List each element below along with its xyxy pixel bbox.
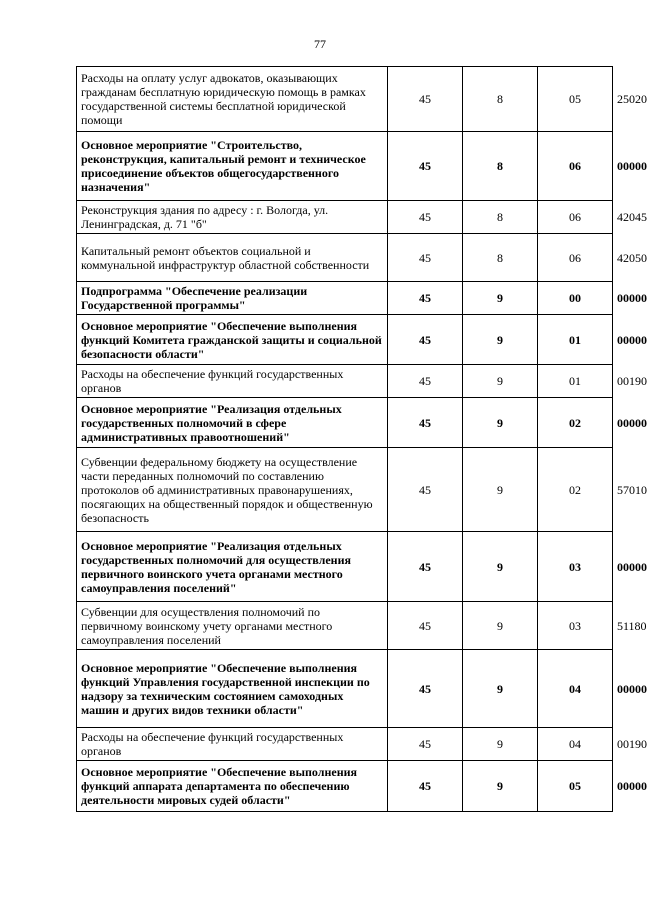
row-code-3: 01 [538, 365, 613, 398]
row-code-2: 9 [463, 728, 538, 761]
row-code-1: 45 [388, 532, 463, 602]
row-name: Субвенции для осуществления полномочий по первичному воинскому учету органами местного самоуправления поселений [77, 602, 388, 650]
table-row: Основное мероприятие "Строительство, реконструкция, капитальный ремонт и техническое присоединение объектов общегосударственного назначения" 45 8 06 00000 [77, 132, 613, 201]
row-code-2: 9 [463, 315, 538, 365]
table-row: Подпрограмма "Обеспечение реализации Государственной программы" 45 9 00 00000 [77, 282, 613, 315]
row-name: Расходы на оплату услуг адвокатов, оказывающих гражданам бесплатную юридическую помощь в рамках государственной системы бесплатной юридической помощи [77, 67, 388, 132]
row-name: Субвенции федеральному бюджету на осуществление части переданных полномочий по составлению протоколов об административных правонарушениях, посягающих на общественный порядок и общественную безопасность [77, 448, 388, 532]
table-row: Субвенции для осуществления полномочий по первичному воинскому учету органами местного самоуправления поселений 45 9 03 51180 [77, 602, 613, 650]
row-code-2: 8 [463, 132, 538, 201]
row-code-3: 03 [538, 532, 613, 602]
table-row: Основное мероприятие "Обеспечение выполнения функций Управления государственной инспекции по надзору за техническим состоянием самоходных машин и других видов техники области" 45 9 04 00000 [77, 650, 613, 728]
table-row: Реконструкция здания по адресу : г. Вологда, ул. Ленинградская, д. 71 "б" 45 8 06 42045 [77, 201, 613, 234]
row-code-2: 9 [463, 365, 538, 398]
row-code-1: 45 [388, 761, 463, 812]
table-row: Расходы на оплату услуг адвокатов, оказывающих гражданам бесплатную юридическую помощь в рамках государственной системы бесплатной юридической помощи 45 8 05 25020 [77, 67, 613, 132]
row-code-1: 45 [388, 315, 463, 365]
row-code-1: 45 [388, 728, 463, 761]
row-code-1: 45 [388, 201, 463, 234]
row-code-2: 8 [463, 201, 538, 234]
row-code-3: 01 [538, 315, 613, 365]
row-code-3: 03 [538, 602, 613, 650]
row-code-3: 00 [538, 282, 613, 315]
table-row: Основное мероприятие "Обеспечение выполнения функций аппарата департамента по обеспечению деятельности мировых судей области" 45 9 05 00000 [77, 761, 613, 812]
row-code-3: 06 [538, 132, 613, 201]
row-code-3: 02 [538, 448, 613, 532]
row-code-1: 45 [388, 365, 463, 398]
row-code-1: 45 [388, 132, 463, 201]
row-code-1: 45 [388, 602, 463, 650]
row-name: Основное мероприятие "Реализация отдельных государственных полномочий в сфере административных правоотношений" [77, 398, 388, 448]
row-code-2: 9 [463, 761, 538, 812]
row-name: Подпрограмма "Обеспечение реализации Государственной программы" [77, 282, 388, 315]
row-code-3: 06 [538, 234, 613, 282]
row-name: Основное мероприятие "Реализация отдельных государственных полномочий для осуществления первичного воинского учета органами местного самоуправления поселений" [77, 532, 388, 602]
row-code-1: 45 [388, 67, 463, 132]
row-code-2: 9 [463, 602, 538, 650]
row-code-3: 05 [538, 67, 613, 132]
row-code-2: 9 [463, 532, 538, 602]
table-row: Основное мероприятие "Реализация отдельных государственных полномочий в сфере административных правоотношений" 45 9 02 00000 [77, 398, 613, 448]
row-code-1: 45 [388, 234, 463, 282]
row-code-3: 02 [538, 398, 613, 448]
row-name: Основное мероприятие "Обеспечение выполнения функций аппарата департамента по обеспечению деятельности мировых судей области" [77, 761, 388, 812]
row-name: Основное мероприятие "Обеспечение выполнения функций Комитета гражданской защиты и социальной безопасности области" [77, 315, 388, 365]
row-code-3: 04 [538, 728, 613, 761]
page-number: 77 [314, 37, 326, 51]
row-name: Расходы на обеспечение функций государственных органов [77, 365, 388, 398]
table-row: Расходы на обеспечение функций государственных органов 45 9 01 00190 [77, 365, 613, 398]
row-name: Реконструкция здания по адресу : г. Вологда, ул. Ленинградская, д. 71 "б" [77, 201, 388, 234]
row-code-3: 05 [538, 761, 613, 812]
table-row: Основное мероприятие "Обеспечение выполнения функций Комитета гражданской защиты и социальной безопасности области" 45 9 01 00000 [77, 315, 613, 365]
row-code-2: 9 [463, 398, 538, 448]
row-code-3: 04 [538, 650, 613, 728]
budget-table [76, 66, 647, 812]
table-row: Расходы на обеспечение функций государственных органов 45 9 04 00190 [77, 728, 613, 761]
row-name: Капитальный ремонт объектов социальной и коммунальной инфраструктур областной собственности [77, 234, 388, 282]
row-code-3: 06 [538, 201, 613, 234]
table-row: Основное мероприятие "Реализация отдельных государственных полномочий для осуществления первичного воинского учета органами местного самоуправления поселений" 45 9 03 00000 [77, 532, 613, 602]
row-code-2: 8 [463, 234, 538, 282]
row-code-2: 9 [463, 650, 538, 728]
table-row: Капитальный ремонт объектов социальной и коммунальной инфраструктур областной собственности 45 8 06 42050 [77, 234, 613, 282]
row-code-1: 45 [388, 282, 463, 315]
row-name: Основное мероприятие "Строительство, реконструкция, капитальный ремонт и техническое присоединение объектов общегосударственного назначения" [77, 132, 388, 201]
row-code-2: 8 [463, 67, 538, 132]
table-row: Субвенции федеральному бюджету на осуществление части переданных полномочий по составлению протоколов об административных правонарушениях, посягающих на общественный порядок и общественную безопасность 45 9 02 57010 [77, 448, 613, 532]
row-name: Основное мероприятие "Обеспечение выполнения функций Управления государственной инспекции по надзору за техническим состоянием самоходных машин и других видов техники области" [77, 650, 388, 728]
row-code-1: 45 [388, 650, 463, 728]
row-code-2: 9 [463, 282, 538, 315]
row-code-1: 45 [388, 398, 463, 448]
row-name: Расходы на обеспечение функций государственных органов [77, 728, 388, 761]
row-code-2: 9 [463, 448, 538, 532]
row-code-1: 45 [388, 448, 463, 532]
